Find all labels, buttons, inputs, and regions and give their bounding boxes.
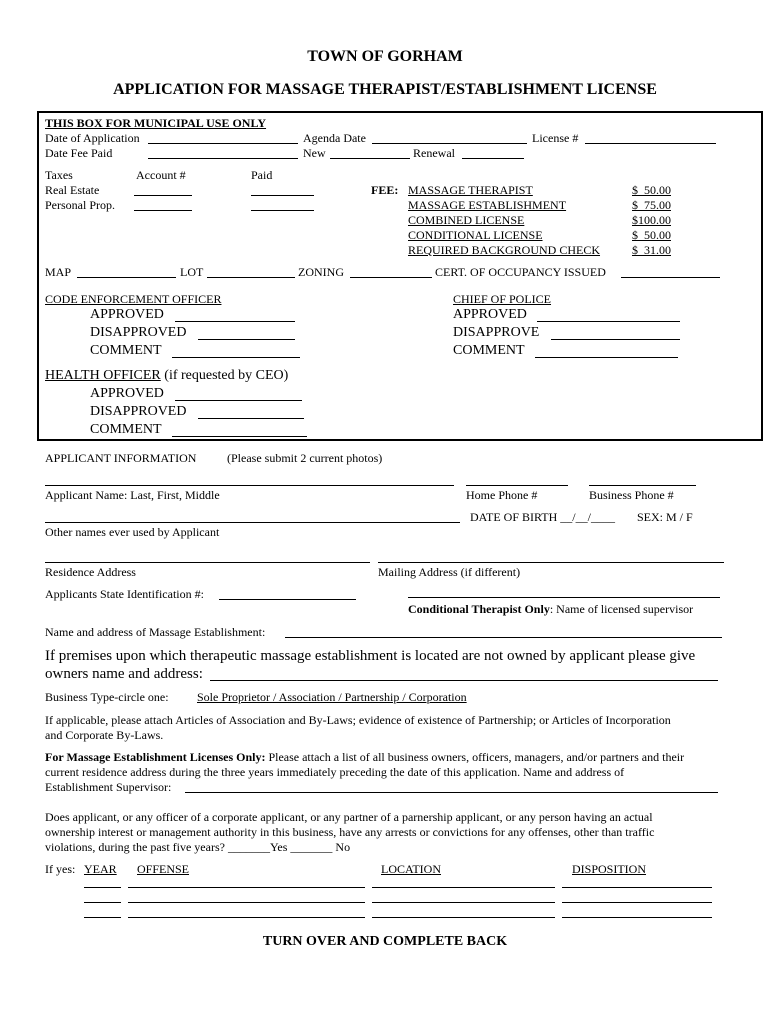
- ceo-comment-field[interactable]: [172, 357, 300, 358]
- offense-header: OFFENSE: [137, 862, 190, 876]
- establishment-supervisor-label: Establishment Supervisor:: [45, 780, 172, 794]
- year-field[interactable]: [84, 902, 121, 903]
- year-field[interactable]: [84, 917, 121, 918]
- business-type-label: Business Type-circle one:: [45, 690, 169, 704]
- police-heading: CHIEF OF POLICE: [453, 292, 552, 306]
- account-label: Account #: [136, 168, 186, 182]
- arrest-question-2: ownership interest or management authority in this business, have any arrests or convictions for any offenses, other than traffic: [45, 825, 655, 839]
- fee-item-name: MASSAGE ESTABLISHMENT: [408, 198, 567, 212]
- state-id-field[interactable]: [219, 599, 356, 600]
- disposition-field[interactable]: [562, 887, 712, 888]
- date-of-application-field[interactable]: [148, 143, 298, 144]
- ceo-comment-label: COMMENT: [90, 343, 162, 358]
- year-field[interactable]: [84, 887, 121, 888]
- owners-name-address-field[interactable]: [210, 680, 718, 681]
- municipal-heading: THIS BOX FOR MUNICIPAL USE ONLY: [45, 116, 267, 130]
- disposition-header: DISPOSITION: [572, 862, 647, 876]
- cert-occupancy-label: CERT. OF OCCUPANCY ISSUED: [435, 265, 606, 279]
- business-phone-label: Business Phone #: [589, 488, 674, 502]
- other-names-label: Other names ever used by Applicant: [45, 525, 220, 539]
- home-phone-label: Home Phone #: [466, 488, 538, 502]
- renewal-label: Renewal: [413, 146, 455, 160]
- license-number-field[interactable]: [585, 143, 716, 144]
- disposition-field[interactable]: [562, 902, 712, 903]
- fee-item-amount: $100.00: [632, 213, 671, 227]
- date-fee-paid-label: Date Fee Paid: [45, 146, 113, 160]
- articles-text-1: If applicable, please attach Articles of Association and By-Laws; evidence of existence of Partnership; or Articles of Incorporation: [45, 713, 671, 727]
- license-number-label: License #: [532, 131, 579, 145]
- mailing-address-label: Mailing Address (if different): [378, 565, 521, 579]
- sex-field[interactable]: SEX: M / F: [637, 510, 693, 524]
- business-phone-field[interactable]: [589, 485, 696, 486]
- police-disapprove-field[interactable]: [551, 339, 680, 340]
- location-field[interactable]: [372, 902, 555, 903]
- disposition-field[interactable]: [562, 917, 712, 918]
- fee-item-amount: $ 50.00: [632, 183, 671, 197]
- arrest-question-1: Does applicant, or any officer of a corporate applicant, or any partner of a parnership applicant, or any person having an actual: [45, 810, 653, 824]
- other-names-field[interactable]: [45, 522, 460, 523]
- date-of-application-label: Date of Application: [45, 131, 140, 145]
- fee-item-name: MASSAGE THERAPIST: [408, 183, 533, 197]
- applicant-name-field[interactable]: [45, 485, 454, 486]
- police-disapprove-label: DISAPPROVE: [453, 325, 540, 340]
- establishment-licenses-bold: For Massage Establishment Licenses Only:: [45, 750, 266, 764]
- health-officer-heading: HEALTH OFFICER: [45, 368, 161, 383]
- arrest-question-3[interactable]: violations, during the past five years? _______Yes _______ No: [45, 840, 351, 854]
- form-title: APPLICATION FOR MASSAGE THERAPIST/ESTABLISHMENT LICENSE: [113, 81, 657, 98]
- conditional-therapist-text: : Name of licensed supervisor: [549, 602, 694, 616]
- paid-label: Paid: [251, 168, 273, 182]
- footer-instruction: TURN OVER AND COMPLETE BACK: [262, 934, 508, 949]
- personal-prop-paid-field[interactable]: [251, 210, 314, 211]
- location-header: LOCATION: [381, 862, 441, 876]
- agenda-date-label: Agenda Date: [303, 131, 366, 145]
- establishment-field[interactable]: [285, 637, 722, 638]
- year-header: YEAR: [84, 862, 117, 876]
- ceo-heading: CODE ENFORCEMENT OFFICER: [45, 292, 222, 306]
- fee-item-name: CONDITIONAL LICENSE: [408, 228, 543, 242]
- establishment-licenses-text-2: current residence address during the three years immediately preceding the date of this application. Name and address of: [45, 765, 625, 779]
- ceo-approved-label: APPROVED: [90, 307, 164, 322]
- police-approved-field[interactable]: [537, 321, 680, 322]
- ceo-approved-field[interactable]: [175, 321, 295, 322]
- establishment-supervisor-field[interactable]: [185, 792, 718, 793]
- ceo-disapproved-label: DISAPPROVED: [90, 325, 187, 340]
- conditional-therapist-label: [408, 602, 693, 617]
- health-comment-field[interactable]: [172, 436, 307, 437]
- conditional-therapist-bold: Conditional Therapist Only: [408, 602, 550, 616]
- zoning-field[interactable]: [350, 277, 432, 278]
- residence-address-label: Residence Address: [45, 565, 136, 579]
- health-comment-label: COMMENT: [90, 422, 162, 437]
- map-label: MAP: [45, 265, 72, 279]
- residence-address-field[interactable]: [45, 562, 370, 563]
- real-estate-paid-field[interactable]: [251, 195, 314, 196]
- health-officer-line: [45, 368, 288, 384]
- applicant-info-heading: APPLICANT INFORMATION: [45, 451, 197, 465]
- personal-prop-label: Personal Prop.: [45, 198, 115, 212]
- real-estate-account-field[interactable]: [134, 195, 192, 196]
- lot-field[interactable]: [207, 277, 295, 278]
- location-field[interactable]: [372, 887, 555, 888]
- ceo-disapproved-field[interactable]: [198, 339, 295, 340]
- agenda-date-field[interactable]: [372, 143, 527, 144]
- cert-occupancy-field[interactable]: [621, 277, 720, 278]
- licensed-supervisor-field[interactable]: [408, 597, 720, 598]
- articles-text-2: and Corporate By-Laws.: [45, 728, 164, 742]
- date-fee-paid-field[interactable]: [148, 158, 298, 159]
- premises-text-2: owners name and address:: [45, 666, 203, 682]
- offense-field[interactable]: [128, 917, 365, 918]
- state-id-label: Applicants State Identification #:: [45, 587, 204, 601]
- if-yes-label: If yes:: [45, 862, 76, 876]
- date-of-birth-field[interactable]: DATE OF BIRTH __/__/____: [470, 510, 615, 524]
- applicant-name-label: Applicant Name: Last, First, Middle: [45, 488, 220, 502]
- establishment-label: Name and address of Massage Establishment:: [45, 625, 266, 639]
- health-disapproved-field[interactable]: [198, 418, 304, 419]
- establishment-licenses-text-1: [45, 750, 684, 765]
- fee-item-amount: $ 50.00: [632, 228, 671, 242]
- establishment-licenses-rest: Please attach a list of all business owners, officers, managers, and/or partners and their: [265, 750, 685, 764]
- personal-prop-account-field[interactable]: [134, 210, 192, 211]
- lot-label: LOT: [180, 265, 204, 279]
- police-comment-label: COMMENT: [453, 343, 525, 358]
- home-phone-field[interactable]: [466, 485, 568, 486]
- offense-field[interactable]: [128, 902, 365, 903]
- health-approved-field[interactable]: [175, 400, 302, 401]
- location-field[interactable]: [372, 917, 555, 918]
- fee-item-amount: $ 31.00: [632, 243, 671, 257]
- town-heading: TOWN OF GORHAM: [307, 48, 463, 65]
- police-comment-field[interactable]: [535, 357, 678, 358]
- taxes-label: Taxes: [45, 168, 73, 182]
- real-estate-label: Real Estate: [45, 183, 100, 197]
- new-label: New: [303, 146, 326, 160]
- renewal-field[interactable]: [462, 158, 524, 159]
- fee-item-name: REQUIRED BACKGROUND CHECK: [408, 243, 601, 257]
- police-approved-label: APPROVED: [453, 307, 527, 322]
- fee-item-name: COMBINED LICENSE: [408, 213, 525, 227]
- photos-note: (Please submit 2 current photos): [227, 451, 383, 465]
- premises-text-1: If premises upon which therapeutic massage establishment is located are not owned by applicant please give: [45, 648, 696, 664]
- health-approved-label: APPROVED: [90, 386, 164, 401]
- map-field[interactable]: [77, 277, 176, 278]
- fee-label: FEE:: [371, 183, 399, 197]
- mailing-address-field[interactable]: [378, 562, 724, 563]
- health-officer-note: (if requested by CEO): [164, 368, 289, 383]
- offense-field[interactable]: [128, 887, 365, 888]
- fee-item-amount: $ 75.00: [632, 198, 671, 212]
- health-disapproved-label: DISAPPROVED: [90, 404, 187, 419]
- zoning-label: ZONING: [298, 265, 344, 279]
- new-field[interactable]: [330, 158, 410, 159]
- business-type-options[interactable]: Sole Proprietor / Association / Partnership / Corporation: [197, 690, 467, 704]
